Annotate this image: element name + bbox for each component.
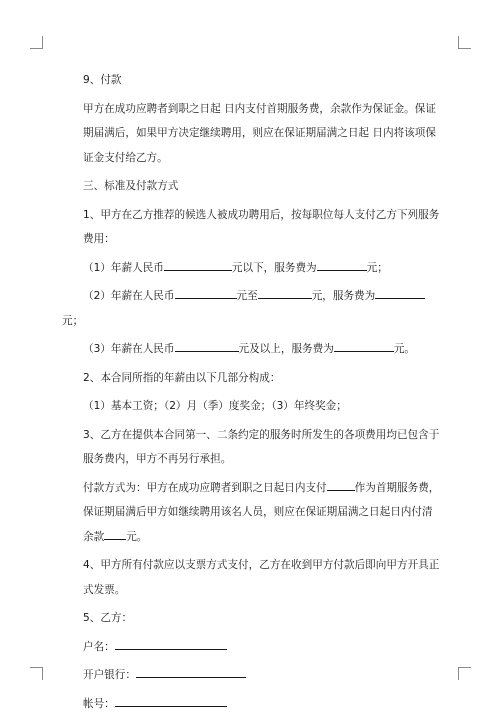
- account-number-field: 帐号：: [62, 692, 442, 716]
- item-4-text: 4、甲方所有付款应以支票方式支付，乙方在收到甲方付款后即向甲方开具正式发票。: [62, 553, 442, 602]
- page-corner-mark-bottom-left: [30, 667, 43, 680]
- section-5-title: 5、乙方：: [62, 606, 442, 631]
- page-corner-mark-top-left: [30, 36, 43, 49]
- payment-method-text: 付款方式为：甲方在成功应聘者到职之日起日内支付 作为首期服务费，保证期届满后甲方如继续聘用该名人员，则应在保证期届满之日起日内付清余款 元。: [62, 476, 442, 550]
- document-body: [62, 68, 442, 716]
- item-3-text: 3、乙方在提供本合同第一、二条约定的服务时所发生的各项费用均已包含于服务费内，甲方不再另行承担。: [62, 423, 442, 472]
- account-number-blank[interactable]: [115, 695, 227, 707]
- fill-blank[interactable]: [258, 287, 312, 299]
- fee-option-2-continued: 元；: [62, 309, 442, 334]
- page-corner-mark-bottom-right: [458, 667, 471, 680]
- account-name-field: 户名：: [62, 635, 442, 660]
- bank-blank[interactable]: [136, 666, 246, 678]
- fill-blank[interactable]: [104, 528, 126, 540]
- account-name-blank[interactable]: [115, 638, 227, 650]
- fee-option-3: （3）年薪在人民币 元及以上，服务费为 元。: [62, 337, 442, 362]
- item-2-parts: （1）基本工资；（2）月（季）度奖金；（3）年终奖金；: [62, 394, 442, 419]
- bank-field: 开户银行：: [62, 663, 442, 688]
- fill-blank[interactable]: [327, 479, 355, 491]
- fill-blank[interactable]: [175, 340, 239, 352]
- fee-option-2: （2）年薪在人民币 元至 元，服务费为: [62, 284, 442, 309]
- section-3-title: 三、标准及付款方式: [62, 174, 442, 199]
- fill-blank[interactable]: [334, 340, 394, 352]
- page-corner-mark-top-right: [458, 36, 471, 49]
- fill-blank[interactable]: [164, 259, 232, 271]
- item-1-text: 1、甲方在乙方推荐的候选人被成功聘用后，按每职位每人支付乙方下列服务费用：: [62, 203, 442, 252]
- fee-option-1: （1）年薪人民币 元以下，服务费为 元；: [62, 256, 442, 281]
- fill-blank[interactable]: [175, 287, 237, 299]
- section-9-title: 9、付款: [62, 68, 442, 93]
- section-9-text: 甲方在成功应聘者到职之日起 日内支付首期服务费，余款作为保证金。保证期届满后，如果甲方决定继续聘用，则应在保证期届满之日起 日内将该项保证金支付给乙方。: [62, 97, 442, 171]
- item-2-text: 2、本合同所指的年薪由以下几部分构成：: [62, 366, 442, 391]
- fill-blank[interactable]: [317, 259, 367, 271]
- fill-blank[interactable]: [375, 287, 425, 299]
